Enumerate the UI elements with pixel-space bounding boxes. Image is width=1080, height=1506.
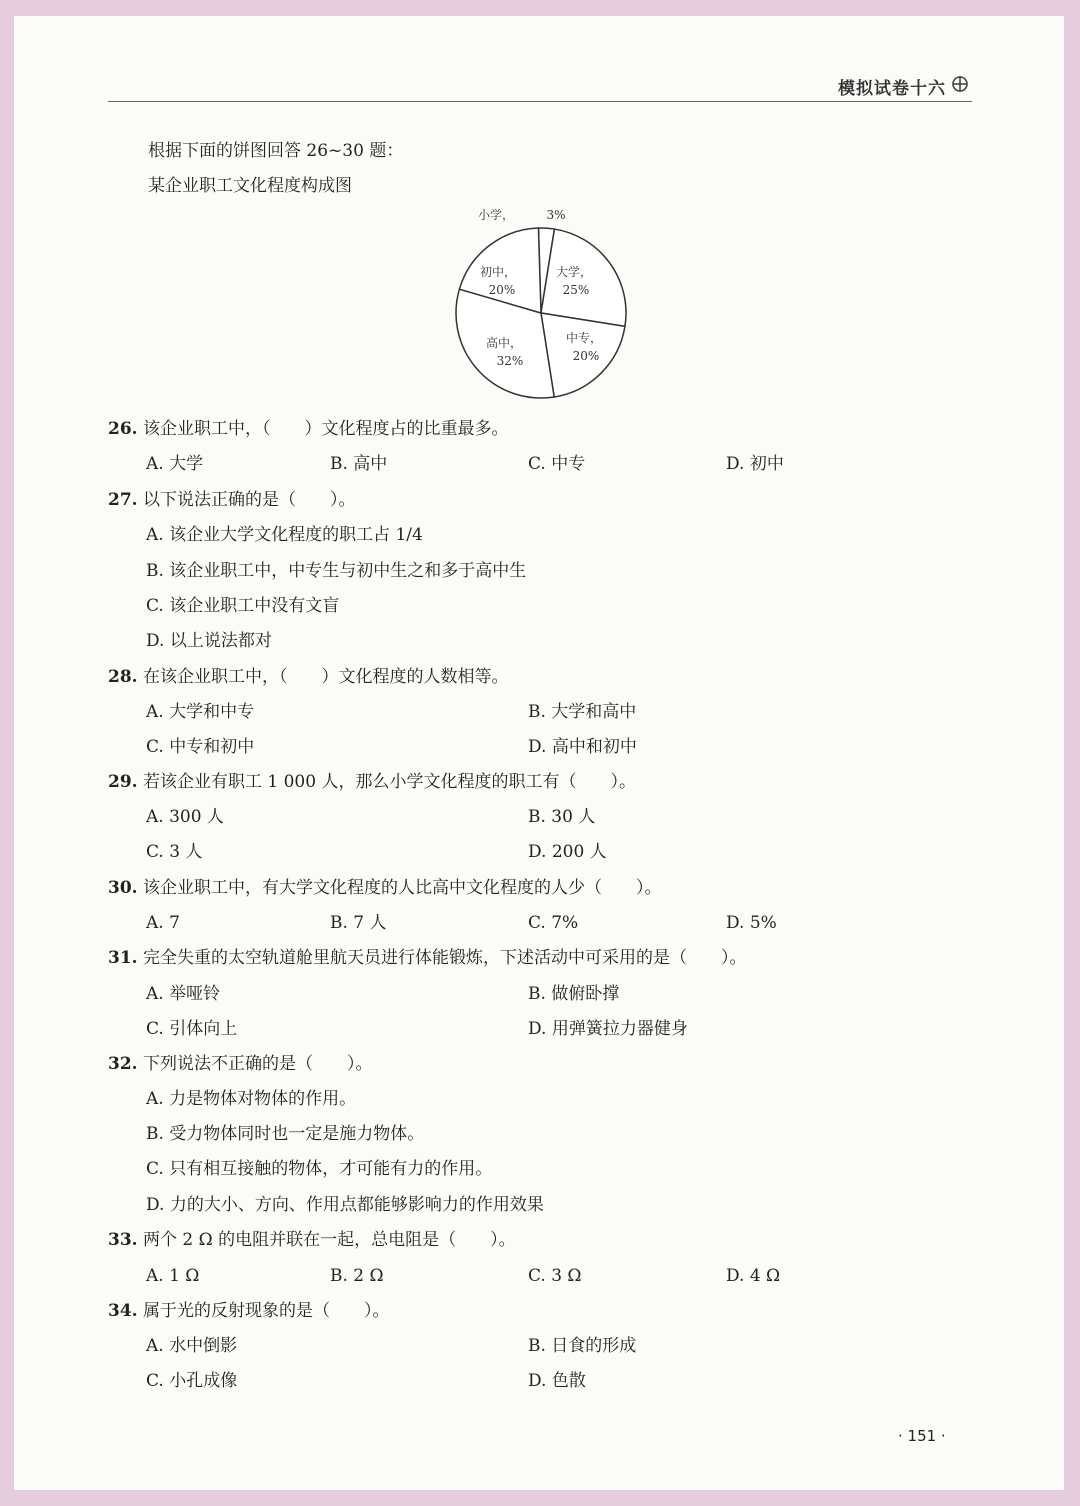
q29-option-b[interactable]: B. 30 人 — [528, 807, 596, 827]
q31-option-c[interactable]: C. 引体向上 — [146, 1019, 238, 1039]
q31-option-d[interactable]: D. 用弹簧拉力器健身 — [528, 1019, 688, 1039]
question-30 — [108, 877, 661, 899]
q28-option-a[interactable]: A. 大学和中专 — [146, 702, 255, 722]
question-28 — [108, 666, 508, 688]
question-33-stem: 两个 2 Ω 的电阻并联在一起，总电阻是（ ）。 — [142, 1230, 516, 1250]
q28-option-d[interactable]: D. 高中和初中 — [528, 737, 637, 757]
question-34 — [108, 1300, 389, 1322]
q31-option-a[interactable]: A. 举哑铃 — [146, 984, 221, 1004]
question-32-number: 32. — [108, 1054, 138, 1074]
question-27-stem: 以下说法正确的是（ ）。 — [142, 490, 356, 510]
question-33 — [108, 1229, 516, 1251]
label-juniorhigh-name: 初中， — [479, 265, 517, 279]
label-technical-value: 20% — [572, 349, 600, 363]
q29-option-a[interactable]: A. 300 人 — [146, 807, 224, 827]
q32-option-c[interactable]: C. 只有相互接触的物体，才可能有力的作用。 — [146, 1159, 493, 1179]
label-juniorhigh-value: 20% — [488, 283, 516, 297]
header-rule — [108, 101, 972, 102]
label-primary-name: 小学， — [477, 208, 515, 222]
q27-option-d[interactable]: D. 以上说法都对 — [146, 631, 272, 651]
question-33-number: 33. — [108, 1230, 138, 1250]
question-30-number: 30. — [108, 878, 138, 898]
question-31-number: 31. — [108, 948, 138, 968]
question-28-stem: 在该企业职工中，（ ）文化程度的人数相等。 — [142, 667, 509, 687]
q34-option-b[interactable]: B. 日食的形成 — [528, 1336, 637, 1356]
label-university-value: 25% — [562, 283, 590, 297]
q33-option-a[interactable]: A. 1 Ω — [146, 1266, 200, 1286]
q27-option-b[interactable]: B. 该企业职工中，中专生与初中生之和多于高中生 — [146, 561, 527, 581]
q31-option-b[interactable]: B. 做俯卧撑 — [528, 984, 620, 1004]
q32-option-b[interactable]: B. 受力物体同时也一定是施力物体。 — [146, 1124, 425, 1144]
q34-option-d[interactable]: D. 色散 — [528, 1371, 586, 1391]
q28-option-b[interactable]: B. 大学和高中 — [528, 702, 637, 722]
question-26-number: 26. — [108, 419, 138, 439]
label-primary-value: 3% — [546, 208, 566, 222]
q33-option-d[interactable]: D. 4 Ω — [726, 1266, 781, 1286]
question-27-number: 27. — [108, 490, 138, 510]
pie-chart — [446, 200, 636, 400]
question-29 — [108, 771, 636, 793]
label-technical-name: 中专， — [565, 331, 603, 345]
page-number: · 151 · — [898, 1427, 946, 1445]
question-31-stem: 完全失重的太空轨道舱里航天员进行体能锻炼，下述活动中可采用的是（ ）。 — [142, 948, 747, 968]
q26-option-c[interactable]: C. 中专 — [528, 454, 586, 474]
question-34-number: 34. — [108, 1301, 138, 1321]
q30-option-b[interactable]: B. 7 人 — [330, 913, 387, 933]
q33-option-c[interactable]: C. 3 Ω — [528, 1266, 582, 1286]
question-29-number: 29. — [108, 772, 138, 792]
q26-option-a[interactable]: A. 大学 — [146, 454, 204, 474]
label-highschool-value: 32% — [496, 354, 524, 368]
q34-option-c[interactable]: C. 小孔成像 — [146, 1371, 238, 1391]
question-27 — [108, 489, 355, 511]
q32-option-d[interactable]: D. 力的大小、方向、作用点都能够影响力的作用效果 — [146, 1195, 544, 1215]
q27-option-a[interactable]: A. 该企业大学文化程度的职工占 1/4 — [146, 525, 423, 545]
question-29-stem: 若该企业有职工 1 000 人，那么小学文化程度的职工有（ ）。 — [142, 772, 636, 792]
label-highschool-name: 高中， — [485, 336, 523, 350]
header-emblem-icon — [950, 74, 970, 94]
q32-option-a[interactable]: A. 力是物体对物体的作用。 — [146, 1089, 357, 1109]
q26-option-b[interactable]: B. 高中 — [330, 454, 388, 474]
q26-option-d[interactable]: D. 初中 — [726, 454, 784, 474]
q33-option-b[interactable]: B. 2 Ω — [330, 1266, 384, 1286]
question-28-number: 28. — [108, 667, 138, 687]
question-30-stem: 该企业职工中，有大学文化程度的人比高中文化程度的人少（ ）。 — [142, 878, 662, 898]
question-26 — [108, 418, 508, 440]
label-university-name: 大学， — [555, 265, 593, 279]
q27-option-c[interactable]: C. 该企业职工中没有文盲 — [146, 596, 340, 616]
question-34-stem: 属于光的反射现象的是（ ）。 — [142, 1301, 390, 1321]
q29-option-d[interactable]: D. 200 人 — [528, 842, 607, 862]
q30-option-d[interactable]: D. 5% — [726, 913, 777, 933]
q29-option-c[interactable]: C. 3 人 — [146, 842, 203, 862]
chart-caption: 某企业职工文化程度构成图 — [148, 176, 352, 196]
header-title: 模拟试卷十六 — [838, 79, 946, 99]
question-26-stem: 该企业职工中，（ ）文化程度占的比重最多。 — [142, 419, 509, 439]
question-32-stem: 下列说法不正确的是（ ）。 — [142, 1054, 373, 1074]
instruction-text: 根据下面的饼图回答 26~30 题： — [148, 141, 404, 161]
question-32 — [108, 1053, 372, 1075]
q30-option-a[interactable]: A. 7 — [146, 913, 180, 933]
q34-option-a[interactable]: A. 水中倒影 — [146, 1336, 238, 1356]
q28-option-c[interactable]: C. 中专和初中 — [146, 737, 255, 757]
q30-option-c[interactable]: C. 7% — [528, 913, 579, 933]
question-31 — [108, 947, 746, 969]
